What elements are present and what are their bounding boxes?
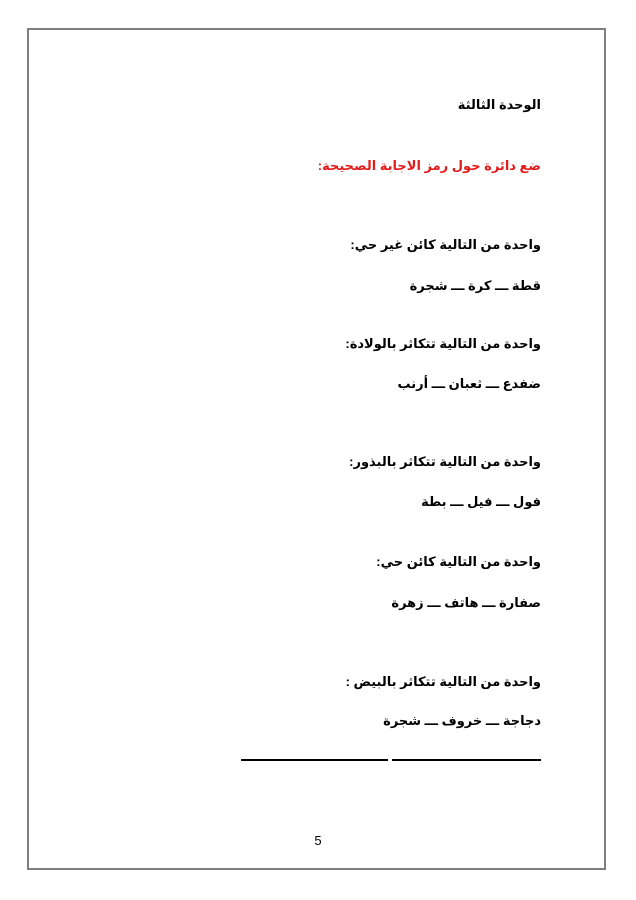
page-number: 5 — [314, 833, 322, 848]
question-5-prompt: واحدة من التالية تتكاثر بالبيض : — [345, 674, 541, 689]
page-border — [27, 28, 606, 870]
question-3-prompt: واحدة من التالية تتكاثر بالبذور: — [349, 454, 541, 469]
question-2-prompt: واحدة من التالية تتكاثر بالولادة: — [345, 336, 541, 351]
instruction: ضع دائرة حول رمز الاجابة الصحيحة: — [317, 158, 541, 173]
question-5-options: دجاجة ـــ خروف ـــ شجرة — [383, 713, 541, 728]
underline-gap — [388, 757, 392, 763]
question-1-options: قطة ـــ كرة ـــ شجرة — [409, 278, 541, 293]
question-4-options: صفارة ـــ هاتف ـــ زهرة — [391, 595, 541, 610]
question-1-prompt: واحدة من التالية كائن غير حي: — [350, 237, 541, 252]
question-3-options: فول ـــ فيل ـــ بطة — [421, 494, 541, 509]
question-2-options: ضفدع ـــ ثعبان ـــ أرنب — [397, 376, 541, 391]
unit-title: الوحدة الثالثة — [457, 97, 541, 112]
question-4-prompt: واحدة من التالية كائن حي: — [376, 554, 541, 569]
